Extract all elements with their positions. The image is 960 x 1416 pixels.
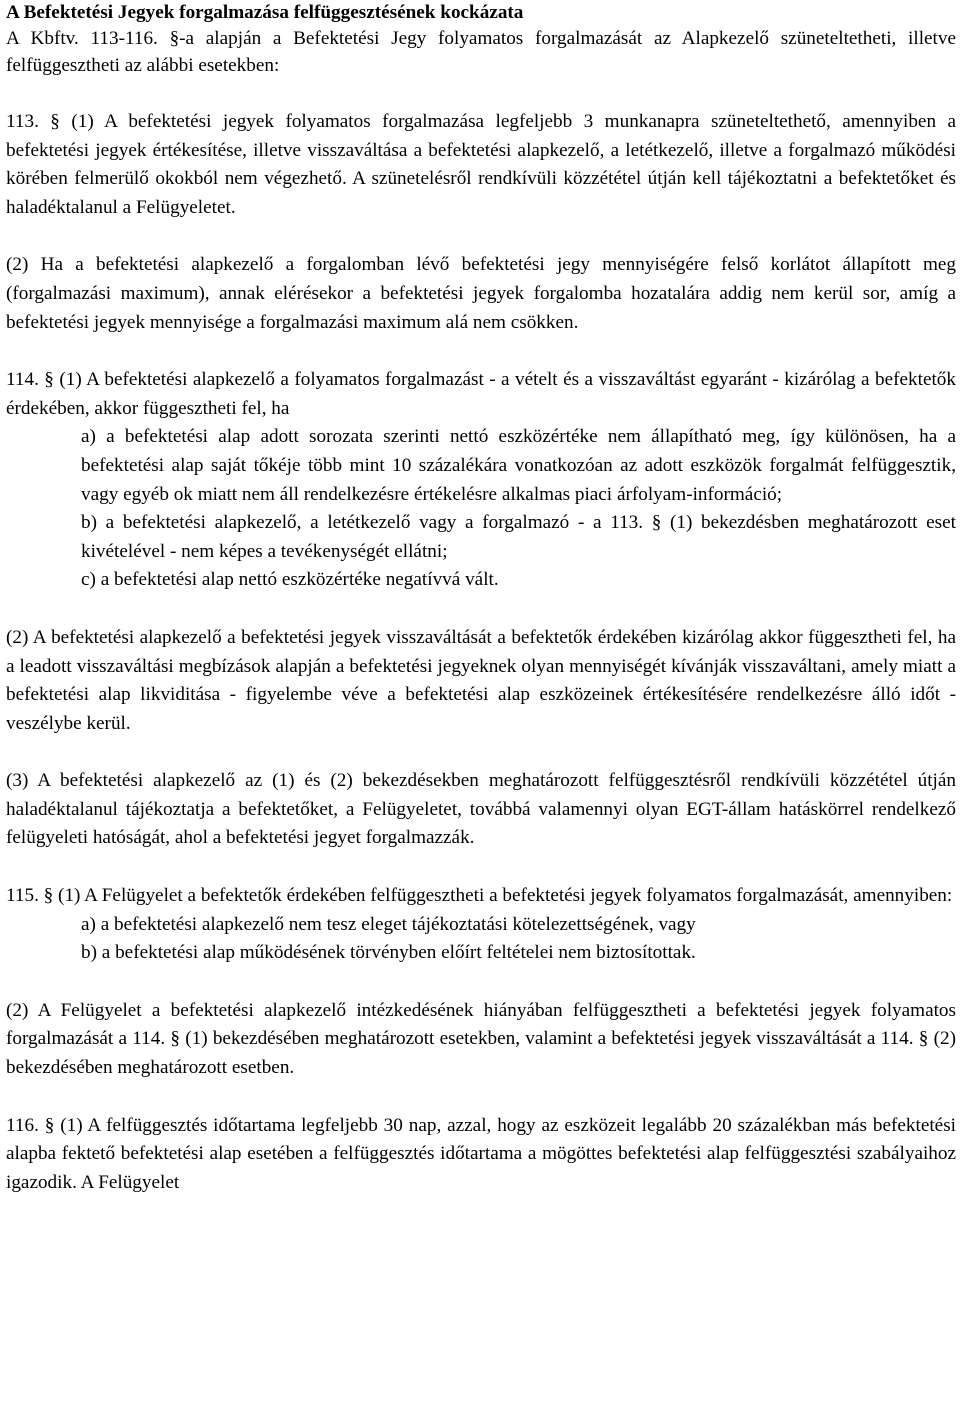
section-115-item-b: b) a befektetési alap működésének törvényben előírt feltételei nem biztosítottak. <box>81 942 696 964</box>
section-115-item-a: a) a befektetési alapkezelő nem tesz eleget tájékoztatási kötelezettségének, vagy <box>81 913 696 935</box>
intro-paragraph: A Kbftv. 113-116. §-a alapján a Befektetési Jegy folyamatos forgalmazását az Alapkezelő szüneteltetheti, illetve felfüggesztheti az alábbi esetekben: <box>6 28 956 76</box>
section-113-paragraph-2: (2) Ha a befektetési alapkezelő a forgalomban lévő befektetési jegy mennyiségére felső korlátot állapított meg (forgalmazási maximum), annak elérésekor a befektetési jegyek forgalomba hozatalára addig nem kerül sor, amíg a befektetési jegyek mennyisége a forgalmazási maximum alá nem csökken. <box>6 254 956 333</box>
section-114-item-c: c) a befektetési alap nettó eszközértéke negatívvá vált. <box>81 569 499 591</box>
section-116-paragraph-1: 116. § (1) A felfüggesztés időtartama legfeljebb 30 nap, azzal, hogy az eszközeit legalább 20 százalékban más befektetési alapba fektető befektetési alap esetében a felfüggesztés időtartama a mögöttes befektetési alap felfüggesztési szabályaihoz igazodik. A Felügyelet <box>6 1114 956 1193</box>
section-115-paragraph-2: (2) A Felügyelet a befektetési alapkezelő intézkedésének hiányában felfüggesztheti a befektetési jegyek folyamatos forgalmazását a 114. § (1) bekezdésében meghatározott esetekben, valamint a befektetési jegyek visszaváltását a 114. § (2) bekezdésében meghatározott esetben. <box>6 999 956 1079</box>
section-114-item-b: b) a befektetési alapkezelő, a letétkezelő vagy a forgalmazó - a 113. § (1) bekezdésben meghatározott eset kivételével - nem képes a tevékenységét ellátni; <box>81 512 956 562</box>
section-115-paragraph-1: 115. § (1) A Felügyelet a befektetők érdekében felfüggesztheti a befektetési jegyek folyamatos forgalmazását, amennyiben: <box>6 885 953 907</box>
section-114-item-a: a) a befektetési alap adott sorozata szerinti nettó eszközértéke nem állapítható meg, így különösen, ha a befektetési alap saját tőkéje több mint 10 százalékára vonatkozóan az adott eszközök forgalmát felfüggesztik, vagy egyéb ok miatt nem áll rendelkezésre értékelésre alkalmas piaci árfolyam-információ; <box>81 426 956 505</box>
section-113-paragraph-1: 113. § (1) A befektetési jegyek folyamatos forgalmazása legfeljebb 3 munkanapra szüneteltethető, amennyiben a befektetési jegyek értékesítése, illetve visszaváltása a befektetési alapkezelő, a letétkezelő, illetve a forgalmazó működési körében felmerülő okokból nem végezhető. A szünetelésről rendkívüli közzététel útján kell tájékoztatni a befektetőket és haladéktalanul a Felügyeletet. <box>6 111 956 218</box>
section-114-paragraph-2: (2) A befektetési alapkezelő a befektetési jegyek visszaváltását a befektetők érdekében kizárólag akkor függesztheti fel, ha a leadott visszaváltási megbízások alapján a befektetési jegyeknek olyan mennyiségét kívánják visszaváltani, amely miatt a befektetési alap likviditása - figyelembe véve a befektetési alap eszközeinek értékesítésére rendelkezésre álló időt - veszélybe kerül. <box>6 626 956 734</box>
section-114-paragraph-1: 114. § (1) A befektetési alapkezelő a folyamatos forgalmazást - a vételt és a visszaváltást egyaránt - kizárólag a befektetők érdekében, akkor függesztheti fel, ha <box>6 369 956 419</box>
section-114-paragraph-3: (3) A befektetési alapkezelő az (1) és (2) bekezdésekben meghatározott felfüggesztésről rendkívüli közzététel útján haladéktalanul tájékoztatja a befektetőket, a Felügyeletet, továbbá valamennyi olyan EGT-állam hatáskörrel rendelkező felügyeleti hatóságát, ahol a befektetési jegyet forgalmazzák. <box>6 770 956 849</box>
document-title: A Befektetési Jegyek forgalmazása felfüggesztésének kockázata <box>6 2 524 23</box>
document-page <box>6 0 956 1197</box>
